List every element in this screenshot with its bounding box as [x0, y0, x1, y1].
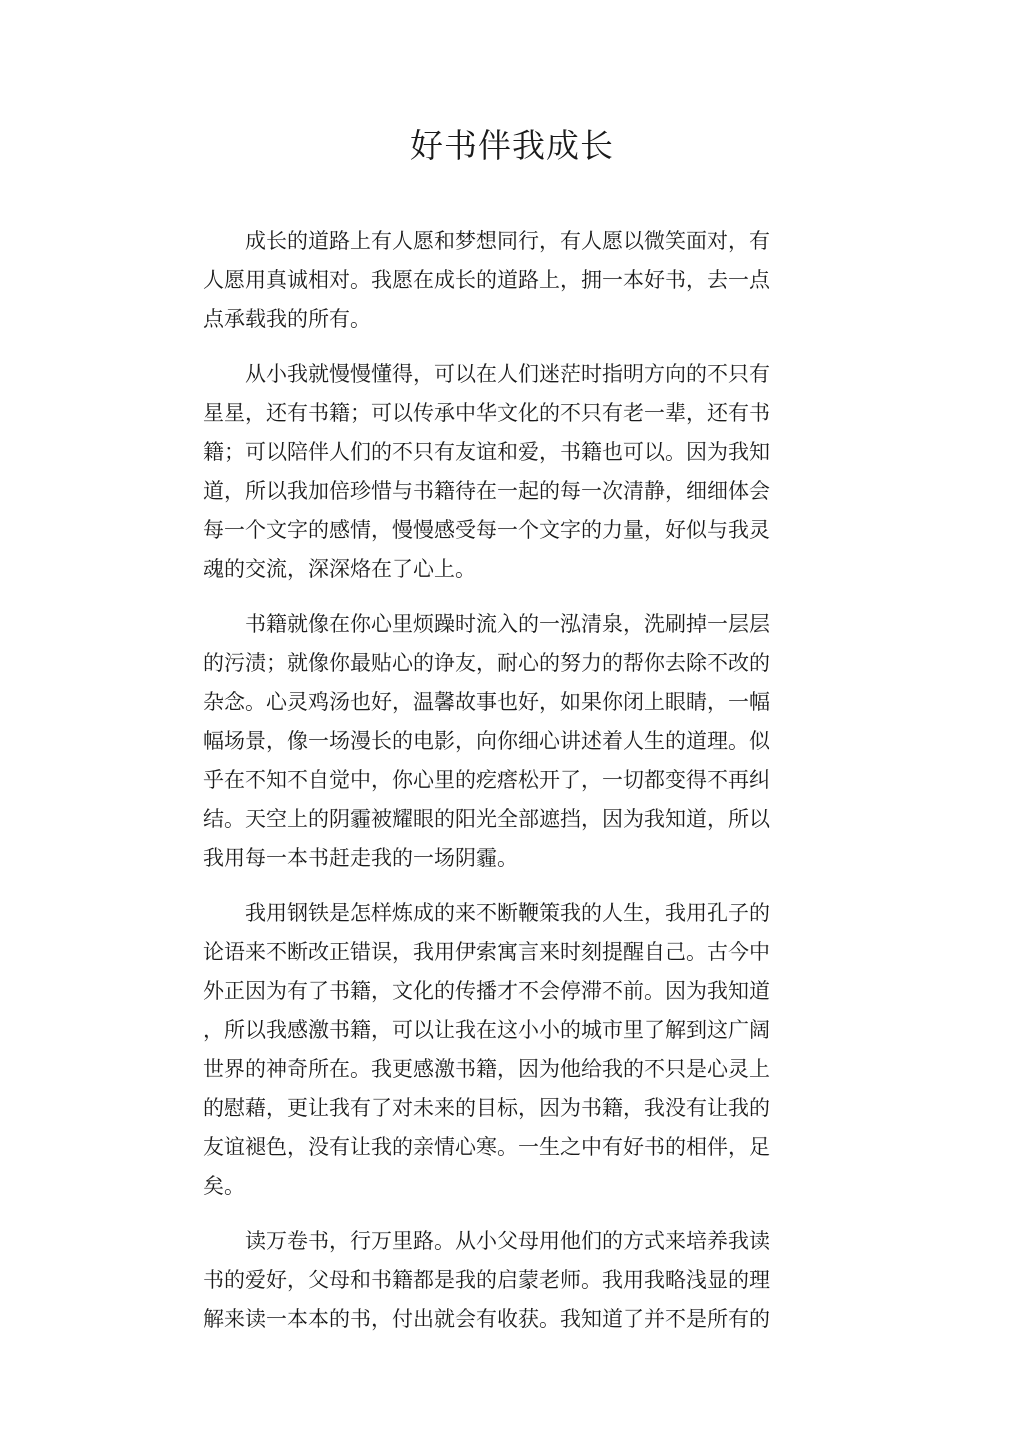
text-line: 友谊褪色，没有让我的亲情心寒。一生之中有好书的相伴，足	[203, 1135, 770, 1159]
text-line: 从小我就慢慢懂得，可以在人们迷茫时指明方向的不只有	[245, 362, 770, 386]
document-body	[203, 222, 815, 1355]
text-line: 书的爱好，父母和书籍都是我的启蒙老师。我用我略浅显的理	[203, 1268, 770, 1292]
paragraph-1	[203, 222, 815, 339]
text-line: 结。天空上的阴霾被耀眼的阳光全部遮挡，因为我知道，所以	[203, 807, 770, 831]
text-line: 的慰藉，更让我有了对未来的目标，因为书籍，我没有让我的	[203, 1096, 770, 1120]
text-line: 道，所以我加倍珍惜与书籍待在一起的每一次清静，细细体会	[203, 479, 770, 503]
text-line: 书籍就像在你心里烦躁时流入的一泓清泉，洗刷掉一层层	[245, 612, 770, 636]
paragraph-5	[203, 1222, 815, 1339]
text-line: 成长的道路上有人愿和梦想同行，有人愿以微笑面对，有	[245, 229, 770, 253]
document-title: 好书伴我成长	[410, 126, 614, 165]
text-line: ，所以我感激书籍，可以让我在这小小的城市里了解到这广阔	[203, 1018, 770, 1042]
text-line: 矣。	[203, 1174, 245, 1198]
text-line: 我用钢铁是怎样炼成的来不断鞭策我的人生，我用孔子的	[245, 901, 770, 925]
text-line: 星星，还有书籍；可以传承中华文化的不只有老一辈，还有书	[203, 401, 770, 425]
text-line: 点承载我的所有。	[203, 307, 371, 331]
text-line: 世界的神奇所在。我更感激书籍，因为他给我的不只是心灵上	[203, 1057, 770, 1081]
text-line: 人愿用真诚相对。我愿在成长的道路上，拥一本好书，去一点	[203, 268, 770, 292]
paragraph-2	[203, 355, 815, 589]
text-line: 读万卷书，行万里路。从小父母用他们的方式来培养我读	[245, 1229, 770, 1253]
text-line: 每一个文字的感情，慢慢感受每一个文字的力量，好似与我灵	[203, 518, 770, 542]
text-line: 幅场景，像一场漫长的电影，向你细心讲述着人生的道理。似	[203, 729, 770, 753]
text-line: 乎在不知不自觉中，你心里的疙瘩松开了，一切都变得不再纠	[203, 768, 770, 792]
text-line: 解来读一本本的书，付出就会有收获。我知道了并不是所有的	[203, 1307, 770, 1331]
paragraph-4	[203, 894, 815, 1206]
text-line: 外正因为有了书籍，文化的传播才不会停滞不前。因为我知道	[203, 979, 770, 1003]
text-line: 魂的交流，深深烙在了心上。	[203, 557, 476, 581]
text-line: 杂念。心灵鸡汤也好，温馨故事也好，如果你闭上眼睛，一幅	[203, 690, 770, 714]
text-line: 的污渍；就像你最贴心的诤友，耐心的努力的帮你去除不改的	[203, 651, 770, 675]
text-line: 论语来不断改正错误，我用伊索寓言来时刻提醒自己。古今中	[203, 940, 770, 964]
text-line: 我用每一本书赶走我的一场阴霾。	[203, 846, 518, 870]
text-line: 籍；可以陪伴人们的不只有友谊和爱，书籍也可以。因为我知	[203, 440, 770, 464]
paragraph-3	[203, 605, 815, 878]
